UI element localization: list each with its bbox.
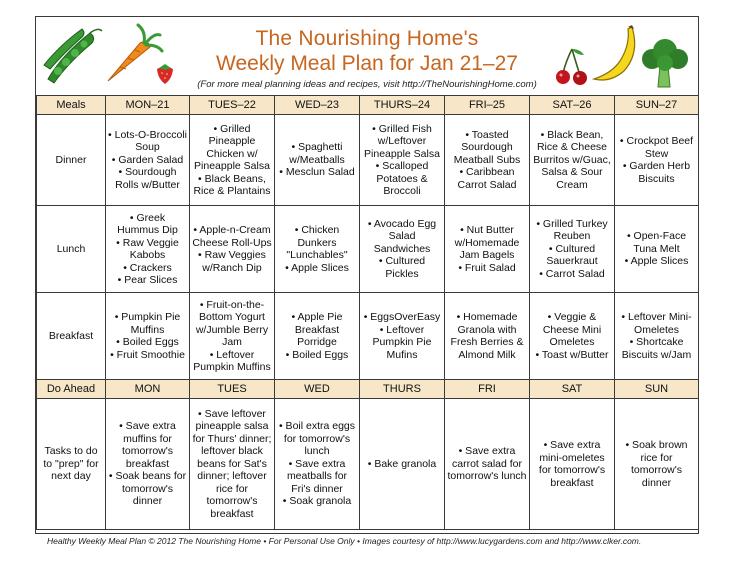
bullet-line: • Black Beans, Rice & Plantains (193, 172, 271, 197)
do-ahead-day: TUES (190, 380, 275, 399)
bullet-line: • Soak beans for tomorrow's dinner (108, 470, 187, 508)
bullet-line: • Spaghetti w/Meatballs (289, 141, 345, 166)
header (36, 17, 698, 95)
bullet-line: • Cultured Sauerkraut (546, 242, 598, 268)
bullet-line: • Toast w/Butter (535, 348, 609, 361)
do-ahead-day: MON (106, 380, 190, 399)
bullet-line: • Nut Butter w/Homemade Jam Bagels (454, 224, 520, 261)
task-cell (445, 399, 530, 530)
dinner-row (37, 115, 699, 206)
meal-cell (445, 115, 530, 206)
bullet-line: • Boiled Eggs (285, 348, 349, 361)
meal-cell (106, 115, 190, 206)
bullet-line: • Save extra meatballs for Fri's dinner (286, 457, 348, 495)
meal-cell (615, 206, 699, 293)
bullet-line: • Greek Hummus Dip (117, 211, 178, 236)
bullet-line: • Raw Veggies w/Ranch Dip (198, 249, 266, 274)
meal-cell (190, 293, 275, 380)
bullet-line: • Boiled Eggs (116, 336, 179, 348)
bullet-line: • Shortcake Biscuits w/Jam (621, 336, 692, 361)
meal-cell (445, 293, 530, 380)
bullet-line: • Fruit Salad (458, 261, 516, 274)
meal-cell (530, 293, 615, 380)
bullet-line: • Open-Face Tuna Melt (626, 230, 687, 255)
day-header: TUES–22 (190, 96, 275, 115)
footer-credits: Healthy Weekly Meal Plan © 2012 The Nourishing Home • For Personal Use Only • Images courtesy of http://www.lucygardens.com and http://www.clker.com. (47, 536, 642, 546)
bullet-line: • Sourdough Rolls w/Butter (115, 166, 180, 191)
row-label-dinner: Dinner (37, 115, 106, 206)
day-header: THURS–24 (360, 96, 445, 115)
meal-cell (275, 293, 360, 380)
row-label-lunch: Lunch (37, 206, 106, 293)
bullet-line: • Leftover Mini-Omeletes (621, 311, 692, 336)
bullet-line: • Garden Salad (111, 153, 184, 166)
do-ahead-day: SAT (530, 380, 615, 399)
meal-cell (445, 206, 530, 293)
meal-cell (360, 115, 445, 206)
bullet-line: • Scalloped Potatoes & Broccoli (375, 160, 429, 197)
meal-cell (190, 115, 275, 206)
bullet-line: • Crockpot Beef Stew (619, 135, 694, 160)
bullet-line: • Grilled Turkey Reuben (536, 217, 608, 243)
do-ahead-day: SUN (615, 380, 699, 399)
meal-cell (360, 293, 445, 380)
days-header-row (37, 96, 699, 115)
bullet-line: • Lots-O-Broccoli Soup (108, 128, 187, 154)
meal-cell (190, 206, 275, 293)
day-header: MON–21 (106, 96, 190, 115)
bullet-line: • Leftover Pumpkin Muffins (193, 348, 271, 373)
bullet-line: • Leftover Pumpkin Pie Mufins (372, 323, 432, 361)
title-line-1: The Nourishing Home's (255, 27, 479, 50)
bullet-line: • Soak granola (282, 495, 352, 508)
bullet-line: • Chicken Dunkers "Lunchables" (286, 224, 348, 261)
bullet-line: • Apple Slices (624, 255, 689, 268)
lunch-row (37, 206, 699, 293)
do-ahead-day: THURS (360, 380, 445, 399)
bullet-line: • Save leftover pineapple salsa for Thurs' dinner; leftover black beans for Sat's dinner; leftover rice for tomorrow's breakfast (192, 407, 272, 520)
bullet-line: • Fruit-on-the-Bottom Yogurt w/Jumble Berry Jam (195, 298, 269, 348)
task-cell (275, 399, 360, 530)
bullet-line: • Toasted Sourdough Meatball Subs (453, 128, 521, 166)
bullet-line: • Homemade Granola with Fresh Berries & Almond Milk (450, 311, 524, 361)
do-ahead-day: FRI (445, 380, 530, 399)
meal-cell (360, 206, 445, 293)
task-cell (360, 399, 445, 530)
task-cell (106, 399, 190, 530)
bullet-line: • Boil extra eggs for tomorrow's lunch (278, 420, 356, 458)
bullet-line: • Apple Slices (285, 261, 349, 274)
bullet-line: • Pumpkin Pie Muffins (114, 311, 181, 336)
task-cell (190, 399, 275, 530)
title-line-2: Weekly Meal Plan for Jan 21–27 (216, 52, 518, 75)
bullet-line: • Soak brown rice for tomorrow's dinner (625, 439, 688, 489)
bullet-line: • Save extra carrot salad for tomorrow's lunch (447, 445, 527, 483)
bullet-line: • Garden Herb Biscuits (622, 160, 691, 185)
do-ahead-day: WED (275, 380, 360, 399)
bullet-line: • Apple Pie Breakfast Porridge (291, 311, 343, 348)
do-ahead-label: Do Ahead (37, 380, 106, 399)
bullet-line: • Fruit Smoothie (110, 348, 185, 361)
task-cell (530, 399, 615, 530)
bullet-line: • Mesclun Salad (279, 166, 355, 179)
meal-cell (615, 115, 699, 206)
bullet-line: • Save extra mini-omeletes for tomorrow's breakfast (538, 439, 606, 489)
bullet-line: • Veggie & Cheese Mini Omeletes (542, 311, 602, 348)
meal-plan-table (36, 95, 699, 530)
subtitle: (For more meal planning ideas and recipes, visit http://TheNourishingHome.com) (197, 79, 537, 90)
bullet-line: • Cultured Pickles (378, 255, 426, 280)
bullet-line: • Black Bean, Rice & Cheese Burritos w/Guac, Salsa & Sour Cream (533, 128, 611, 191)
meal-cell (530, 206, 615, 293)
tasks-row (37, 399, 699, 530)
meal-plan-sheet (35, 16, 699, 534)
day-header: SUN–27 (615, 96, 699, 115)
bullet-line: • Carrot Salad (539, 267, 605, 280)
bullet-line: • Apple-n-Cream Cheese Roll-Ups (192, 224, 272, 249)
day-header: SAT–26 (530, 96, 615, 115)
day-header: WED–23 (275, 96, 360, 115)
bullet-line: • Pear Slices (117, 274, 178, 286)
day-header: FRI–25 (445, 96, 530, 115)
meal-cell (275, 115, 360, 206)
meal-cell (530, 115, 615, 206)
task-cell (615, 399, 699, 530)
meals-label: Meals (37, 96, 106, 115)
meal-cell (106, 293, 190, 380)
row-label-tasks: Tasks to do to "prep" for next day (37, 399, 106, 530)
meal-cell (106, 206, 190, 293)
bullet-line: • Raw Veggie Kabobs (116, 236, 179, 261)
bullet-line: • Caribbean Carrot Salad (457, 166, 517, 191)
bullet-line: • Save extra muffins for tomorrow's breakfast (119, 420, 176, 470)
row-label-breakfast: Breakfast (37, 293, 106, 380)
bullet-line: • Grilled Pineapple Chicken w/ Pineapple Salsa (194, 122, 270, 172)
breakfast-row (37, 293, 699, 380)
bullet-line: • Grilled Fish w/Leftover Pineapple Salsa (364, 122, 440, 160)
meal-cell (615, 293, 699, 380)
bullet-line: • Bake granola (367, 457, 437, 470)
meal-cell (275, 206, 360, 293)
bullet-line: • Crackers (123, 261, 172, 274)
bullet-line: • EggsOverEasy (363, 311, 441, 323)
bullet-line: • Avocado Egg Salad Sandwiches (367, 217, 437, 255)
do-ahead-header-row (37, 380, 699, 399)
